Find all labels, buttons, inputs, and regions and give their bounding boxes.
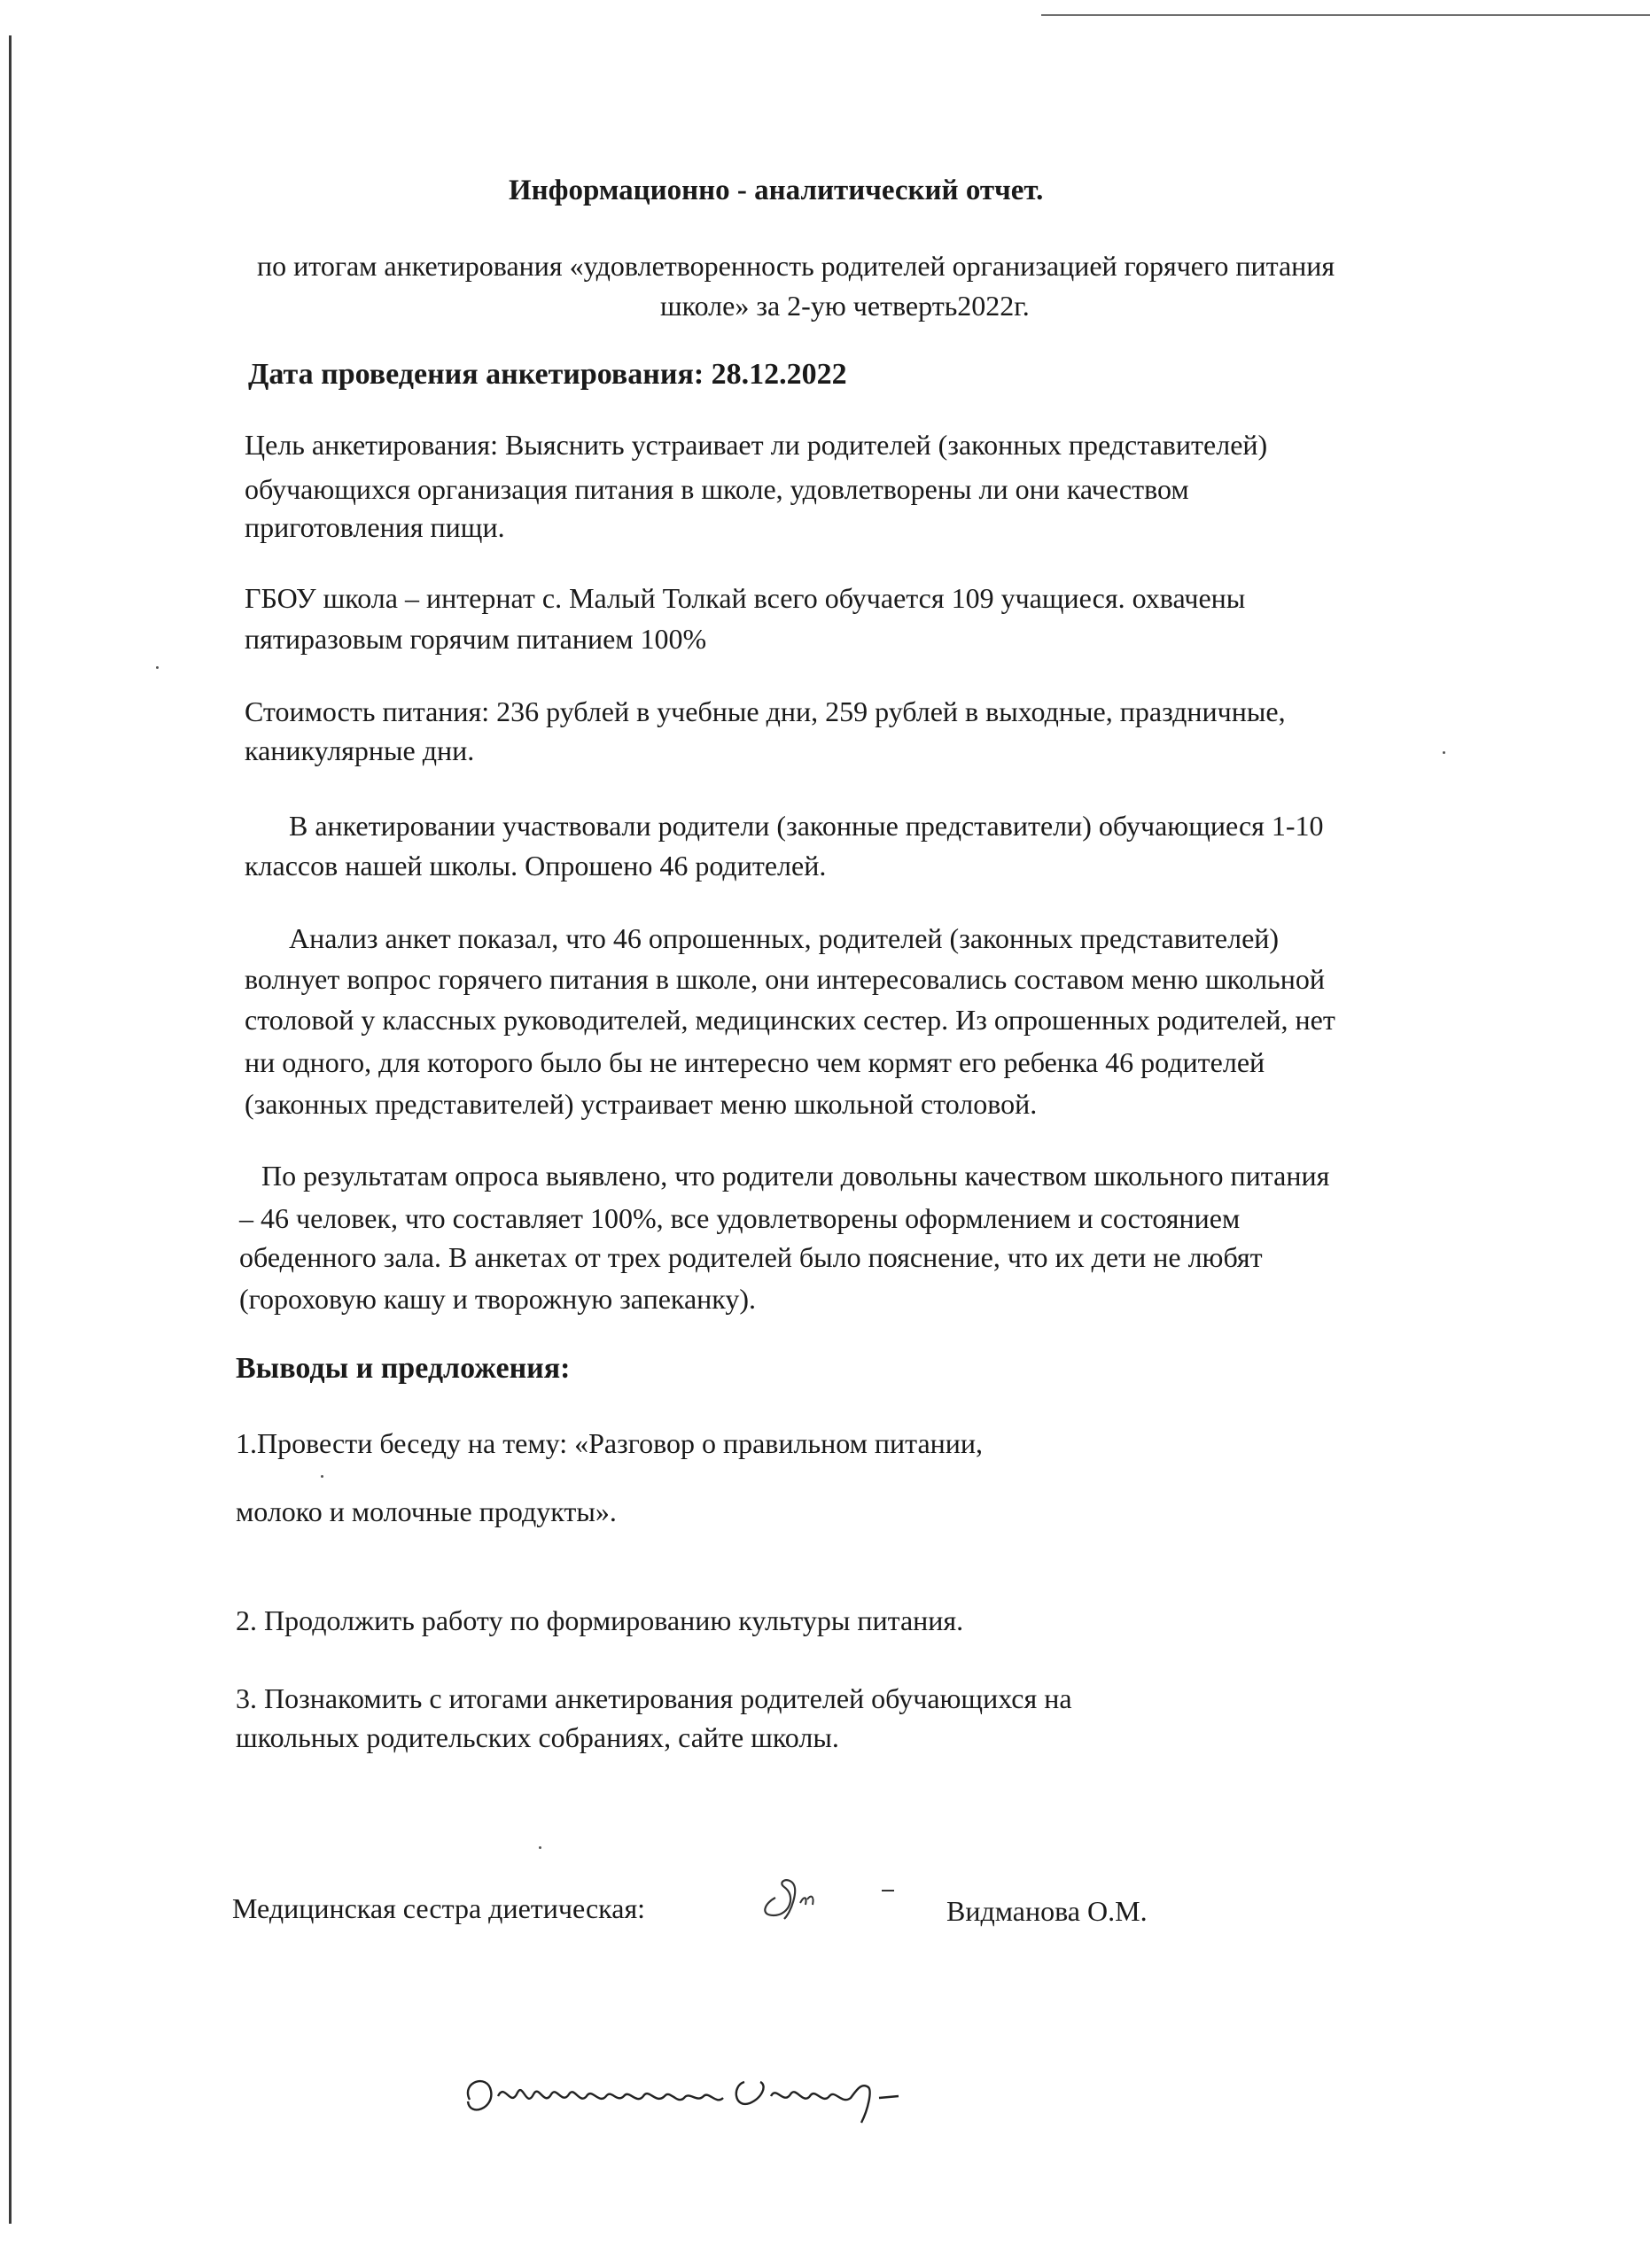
results-line: обеденного зала. В анкетах от трех родителей было пояснение, что их дети не любят [239,1241,1263,1273]
goal-line: приготовления пищи. [245,511,505,543]
analysis-line: Анализ анкет показал, что 46 опрошенных, родителей (законных представителей) [289,922,1280,954]
conclusions-heading: Выводы и предложения: [236,1352,571,1385]
scan-speck [321,1475,323,1478]
analysis-line: столовой у классных руководителей, медицинских сестер. Из опрошенных родителей, нет [245,1004,1335,1036]
report-subtitle-line: по итогам анкетирования «удовлетворенность родителей организацией горячего питания [257,250,1335,282]
goal-line: Цель анкетирования: Выяснить устраивает ли родителей (законных представителей) [245,429,1268,461]
signer-name: Видманова О.М. [946,1895,1148,1927]
school-line: пятиразовым горячим питанием 100% [245,623,707,655]
results-line: – 46 человек, что составляет 100%, все удовлетворены оформлением и состоянием [239,1202,1241,1234]
cost-line: Стоимость питания: 236 рублей в учебные дни, 259 рублей в выходные, праздничные, [245,695,1286,727]
participants-line: В анкетировании участвовали родители (законные представители) обучающиеся 1-10 [289,810,1324,842]
analysis-line: (законных представителей) устраивает меню школьной столовой. [245,1088,1038,1120]
signature-position: Медицинская сестра диетическая: [232,1892,646,1924]
survey-date: Дата проведения анкетирования: 28.12.2022 [248,358,847,391]
conclusion-item-2: 2. Продолжить работу по формированию культуры питания. [236,1604,964,1636]
signature-scribble [749,1860,926,1931]
scan-edge-top [1041,14,1650,16]
conclusion-item-3: 3. Познакомить с итогами анкетирования родителей обучающихся на [236,1682,1072,1714]
handwritten-note [452,2047,1019,2135]
analysis-line: волнует вопрос горячего питания в школе, они интересовались составом меню школьной [245,963,1325,995]
analysis-line: ни одного, для которого было бы не интересно чем кормят его ребенка 46 родителей [245,1046,1265,1078]
scan-speck [1443,751,1445,754]
participants-line: классов нашей школы. Опрошено 46 родителей. [245,850,827,882]
goal-line: обучающихся организация питания в школе, удовлетворены ли они качеством [245,473,1189,505]
school-line: ГБОУ школа – интернат с. Малый Толкай всего обучается 109 учащиеся. охвачены [245,582,1246,614]
scan-edge-left [9,35,12,2224]
results-line: (гороховую кашу и творожную запеканку). [239,1283,757,1315]
results-line: По результатам опроса выявлено, что родители довольны качеством школьного питания [261,1160,1330,1192]
cost-line: каникулярные дни. [245,734,475,766]
report-title: Информационно - аналитический отчет. [509,175,1044,206]
scan-speck [156,666,159,669]
conclusion-item-1-cont: молоко и молочные продукты». [236,1495,617,1527]
scan-speck [539,1846,541,1849]
conclusion-item-3-cont: школьных родительских собраниях, сайте школы. [236,1721,839,1753]
report-subtitle-line: школе» за 2-ую четверть2022г. [660,290,1030,322]
conclusion-item-1: 1.Провести беседу на тему: «Разговор о правильном питании, [236,1427,984,1459]
